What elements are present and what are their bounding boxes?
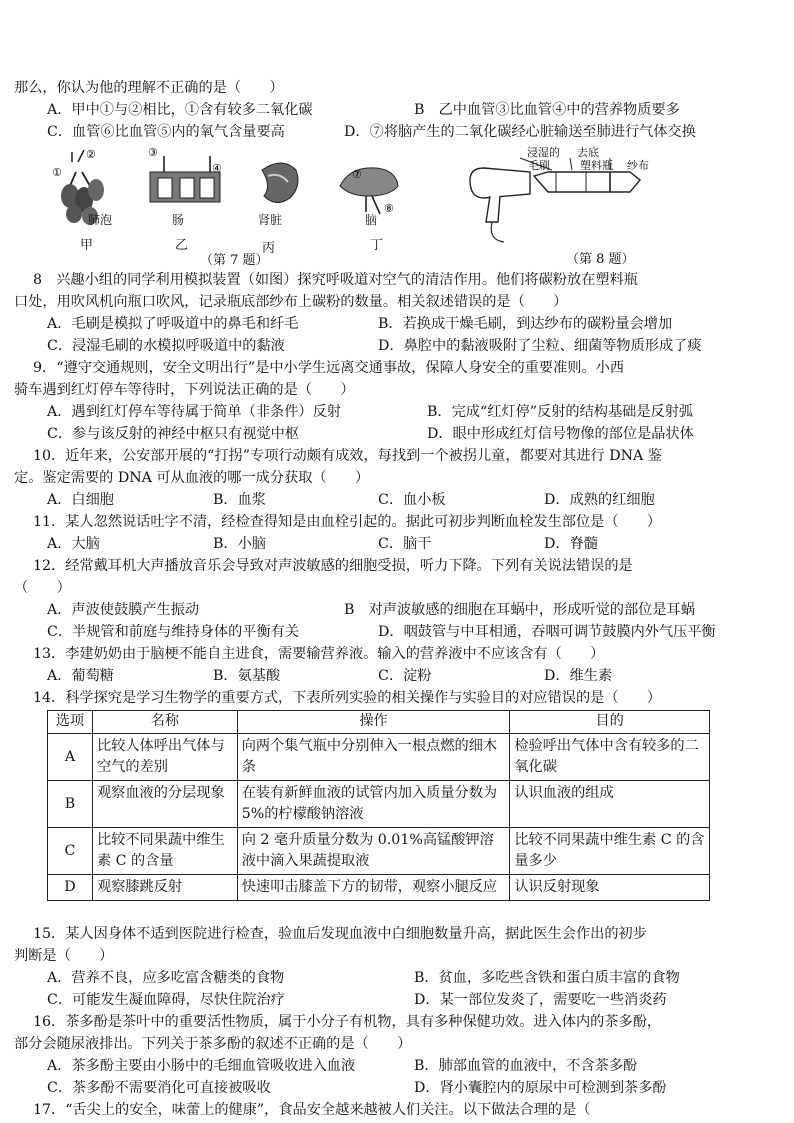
q16-option-d: D．肾小囊腔内的原尿中可检测到茶多酚 bbox=[414, 1080, 667, 1096]
cell-option: B bbox=[48, 781, 93, 828]
q13-option-a: A．葡萄糖 bbox=[47, 668, 114, 684]
hair-dryer bbox=[470, 168, 530, 242]
cell-operation: 向 2 毫升质量分数为 0.01%高锰酸钾溶液中滴入果蔬提取液 bbox=[237, 828, 510, 875]
q10-option-a: A．白细胞 bbox=[47, 492, 114, 508]
cell-option: C bbox=[48, 828, 93, 875]
q8-stem-2: 口处，用吹风机向瓶口吹风，记录瓶底部纱布上碳粉的数量。相关叙述错误的是（ ） bbox=[14, 294, 568, 310]
q9-stem-2: 骑车遇到红灯停车等待时，下列说法正确的是（ ） bbox=[14, 382, 355, 398]
q12-stem-2: （ ） bbox=[14, 580, 71, 596]
fig8-caption: （第 8 题） bbox=[566, 252, 635, 267]
q17-stem: 17．“舌尖上的安全，味蕾上的健康”，食品安全越来越被人们关注。以下做法合理的是（ bbox=[33, 1102, 591, 1118]
marker-3: ③ bbox=[148, 146, 158, 159]
label-bottle: 塑料瓶 bbox=[580, 159, 613, 172]
q15-option-c: C．可能发生凝血障碍，尽快住院治疗 bbox=[47, 992, 285, 1008]
header-purpose: 目的 bbox=[510, 711, 710, 734]
q9-stem-1: 9．“遵守交通规则，安全文明出行”是中小学生远离交通事故，保障人身安全的重要准则。小西 bbox=[33, 360, 625, 376]
label-jia: 甲 bbox=[80, 238, 94, 253]
table-header-row bbox=[48, 711, 710, 734]
q8-option-a: A．毛刷是模拟了呼吸道中的鼻毛和纤毛 bbox=[47, 316, 299, 332]
q15-option-a: A．营养不良，应多吃富含糖类的食物 bbox=[47, 970, 285, 986]
cell-operation: 在装有新鲜血液的试管内加入质量分数为 5%的柠檬酸钠溶液 bbox=[237, 781, 510, 828]
q11-option-d: D．脊髓 bbox=[544, 536, 598, 552]
header-option: 选项 bbox=[48, 711, 93, 734]
q8-stem-1: 8 兴趣小组的同学利用模拟装置（如图）探究呼吸道对空气的清洁作用。他们将碳粉放在塑料瓶 bbox=[33, 272, 638, 288]
q15-option-b: B．贫血，多吃些含铁和蛋白质丰富的食物 bbox=[414, 970, 680, 986]
cell-name: 观察血液的分层现象 bbox=[92, 781, 237, 828]
q13-stem: 13．李建奶奶由于脑梗不能自主进食，需要输营养液。输入的营养液中不应该含有（ ） bbox=[33, 646, 605, 662]
q8-option-b: B．若换成干燥毛刷，到达纱布的碳粉量会增加 bbox=[378, 316, 673, 332]
label-brush: 毛刷 bbox=[528, 159, 550, 172]
q7-option-c: C．血管⑥比血管⑤内的氧气含量要高 bbox=[47, 124, 285, 140]
q9-option-c: C．参与该反射的神经中枢只有视觉中枢 bbox=[47, 426, 300, 442]
cell-option: D bbox=[48, 875, 93, 901]
label-gauze: 纱布 bbox=[627, 159, 649, 172]
q7-stem-tail: 那么，你认为他的理解不正确的是（ ） bbox=[14, 80, 284, 96]
label-intestine: 肠 bbox=[172, 213, 185, 227]
cell-purpose: 认识血液的组成 bbox=[510, 781, 710, 828]
cell-name: 观察膝跳反射 bbox=[92, 875, 237, 901]
table-row bbox=[48, 781, 710, 828]
label-yi: 乙 bbox=[175, 238, 189, 253]
cell-operation: 快速叩击膝盖下方的韧带，观察小腿反应 bbox=[237, 875, 510, 901]
q14-stem: 14．科学探究是学习生物学的重要方式，下表所列实验的相关操作与实验目的对应错误的是（ ） bbox=[33, 690, 662, 706]
cell-purpose: 比较不同果蔬中维生素 C 的含量多少 bbox=[510, 828, 710, 875]
q7-option-a: A．甲中①与②相比，①含有较多二氧化碳 bbox=[47, 102, 313, 118]
fig7-caption: （第 7 题） bbox=[200, 253, 269, 268]
q7-option-b: B 乙中血管③比血管④中的营养物质要多 bbox=[414, 102, 680, 118]
q9-option-d: D．眼中形成红灯信号物像的部位是晶状体 bbox=[427, 426, 694, 442]
cell-purpose: 检验呼出气体中含有较多的二氧化碳 bbox=[510, 734, 710, 781]
label-wet: 浸湿的 bbox=[527, 146, 560, 159]
cell-name: 比较人体呼出气体与空气的差别 bbox=[92, 734, 237, 781]
marker-4: ④ bbox=[212, 162, 222, 175]
q10-option-b: B．血浆 bbox=[213, 492, 266, 508]
q11-stem: 11．某人忽然说话吐字不清，经检查得知是由血栓引起的。据此可初步判断血栓发生部位是（ ） bbox=[33, 514, 662, 530]
q7-option-d: D．⑦将脑产生的二氧化碳经心脏输送至肺进行气体交换 bbox=[344, 124, 696, 140]
q11-option-a: A．大脑 bbox=[47, 536, 100, 552]
table-row bbox=[48, 734, 710, 781]
table-row bbox=[48, 828, 710, 875]
label-kidney: 肾脏 bbox=[258, 213, 283, 227]
q16-stem-1: 16．茶多酚是茶叶中的重要活性物质，属于小分子有机物，具有多种保健功效。进入体内的茶多酚， bbox=[33, 1014, 662, 1030]
label-ding: 丁 bbox=[370, 238, 384, 253]
q11-option-c: C．脑干 bbox=[378, 536, 432, 552]
brain-diagram bbox=[340, 168, 398, 215]
q16-option-b: B．肺部血管的血液中，不含茶多酚 bbox=[414, 1058, 638, 1074]
cell-operation: 向两个集气瓶中分别伸入一根点燃的细木条 bbox=[237, 734, 510, 781]
q8-option-c: C．浸湿毛刷的水模拟呼吸道中的黏液 bbox=[47, 338, 285, 354]
kidney-diagram bbox=[262, 163, 298, 203]
q16-stem-2: 部分会随尿液排出。下列关于茶多酚的叙述不正确的是（ ） bbox=[14, 1036, 412, 1052]
header-operation: 操作 bbox=[237, 711, 510, 734]
q15-stem-2: 判断是（ ） bbox=[14, 948, 114, 964]
marker-2: ② bbox=[86, 148, 96, 161]
header-name: 名称 bbox=[92, 711, 237, 734]
experiment-table bbox=[47, 710, 710, 901]
q9-option-b: B．完成“红灯停”反射的结构基础是反射弧 bbox=[427, 404, 694, 420]
marker-8: ⑧ bbox=[384, 202, 394, 215]
label-no-bottom: 去底 bbox=[577, 146, 599, 159]
q12-stem-1: 12．经常戴耳机大声播放音乐会导致对声波敏感的细胞受损，听力下降。下列有关说法错误的是 bbox=[33, 558, 633, 574]
q13-option-b: B．氨基酸 bbox=[213, 668, 281, 684]
label-alveoli: 肺泡 bbox=[88, 213, 113, 227]
intestine-diagram bbox=[148, 146, 222, 202]
q16-option-a: A．茶多酚主要由小肠中的毛细血管吸收进入血液 bbox=[47, 1058, 356, 1074]
marker-7: ⑦ bbox=[352, 168, 362, 181]
q10-stem-1: 10．近年来，公安部开展的“打拐”专项行动颇有成效，每找到一个被拐儿童，都要对其进行 DNA 鉴 bbox=[33, 448, 662, 464]
table-row bbox=[48, 875, 710, 901]
q16-option-c: C．茶多酚不需要消化可直接被吸收 bbox=[47, 1080, 271, 1096]
q13-option-d: D．维生素 bbox=[544, 668, 613, 684]
cell-purpose: 认识反射现象 bbox=[510, 875, 710, 901]
q10-option-c: C．血小板 bbox=[378, 492, 446, 508]
q10-option-d: D．成熟的红细胞 bbox=[544, 492, 655, 508]
q13-option-c: C．淀粉 bbox=[378, 668, 432, 684]
q12-option-d: D．咽鼓管与中耳相通，吞咽可调节鼓膜内外气压平衡 bbox=[378, 624, 716, 640]
q12-option-c: C．半规管和前庭与维持身体的平衡有关 bbox=[47, 624, 300, 640]
q12-option-b: B 对声波敏感的细胞在耳蜗中，形成听觉的部位是耳蜗 bbox=[344, 602, 695, 618]
q9-option-a: A．遇到红灯停车等待属于简单（非条件）反射 bbox=[47, 404, 341, 420]
q12-option-a: A．声波使鼓膜产生振动 bbox=[47, 602, 200, 618]
marker-1: ① bbox=[52, 166, 62, 179]
q10-stem-2: 定。鉴定需要的 DNA 可从血液的哪一成分获取（ ） bbox=[14, 470, 370, 486]
q15-option-d: D．某一部位发炎了，需要吃一些消炎药 bbox=[414, 992, 667, 1008]
cell-name: 比较不同果蔬中维生素 C 的含量 bbox=[92, 828, 237, 875]
cell-option: A bbox=[48, 734, 93, 781]
q15-stem-1: 15．某人因身体不适到医院进行检查，验血后发现血液中白细胞数量升高，据此医生会作出的初步 bbox=[33, 926, 647, 942]
q8-option-d: D．鼻腔中的黏液吸附了尘粒、细菌等物质形成了痰 bbox=[378, 338, 702, 354]
label-bing: 丙 bbox=[262, 241, 276, 256]
label-brain: 脑 bbox=[365, 213, 378, 227]
q11-option-b: B．小脑 bbox=[213, 536, 266, 552]
